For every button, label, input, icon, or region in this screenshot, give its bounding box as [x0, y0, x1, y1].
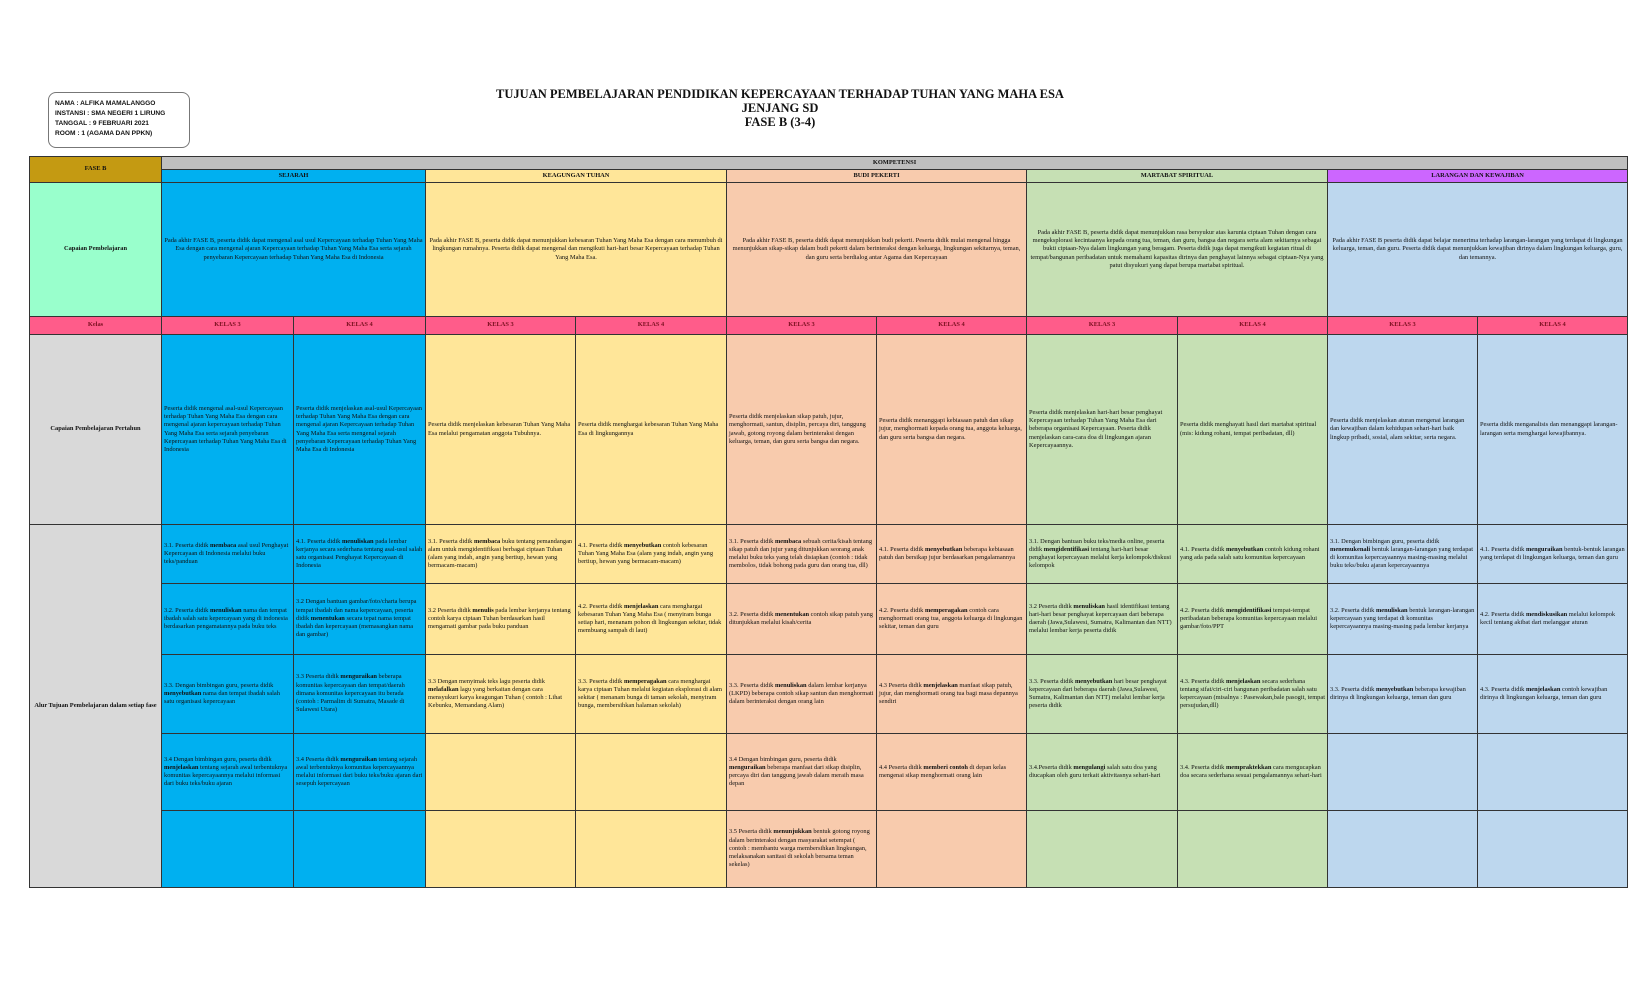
alur-text: 3.2 Peserta didik	[1029, 602, 1074, 610]
alur-cell	[426, 811, 576, 888]
alur-text: 3.2 Dengan bantuan gambar/foto/charta berupa tempat ibadah dan nama kepercayaan, peserta didik	[296, 598, 417, 622]
alur-cell	[727, 525, 877, 584]
alur-cell	[1178, 584, 1328, 655]
larangan-header: LARANGAN DAN KEWAJIBAN	[1328, 170, 1628, 183]
alur-verb: menjelaskan	[164, 763, 199, 771]
alur-verb: memperagakan	[623, 677, 667, 685]
alur-text: tempat-tempat peribadatan beberapa komunitas kepercayaan melalui gambar/foto/PPT	[1180, 606, 1317, 631]
alur-cell	[1178, 811, 1328, 888]
alur-verb: menyebutkan	[924, 545, 963, 553]
capaian-tahun-cell: Peserta didik menghayati hasil dari martabat spiritual (mis: kidung rohani, tempat peribadatan, dll)	[1178, 335, 1328, 525]
alur-text: beberapa kewajiban dirinya di lingkungan keluarga, teman dan guru	[1330, 685, 1466, 701]
alur-verb: menunjukkan	[773, 828, 812, 836]
alur-cell	[162, 525, 294, 584]
alur-verb: memperagakan	[924, 606, 968, 614]
alur-verb: memberi contoh	[923, 763, 968, 771]
alur-verb: mengulangi	[1073, 763, 1106, 771]
alur-text: contoh kewajiban dirinya di lingkungan keluarga, teman dan guru	[1480, 685, 1608, 701]
alur-cell	[294, 584, 426, 655]
alur-text: cara mengucapkan doa secara sederhana sesuai pengalamannya sehari-hari	[1180, 763, 1322, 779]
alur-text: 3.1. Peserta didik	[428, 537, 474, 545]
alur-verb: menentukan	[310, 614, 345, 622]
alur-text: bentuk-bentuk larangan yang terdapat di lingkungan keluarga, teman dan guru	[1480, 545, 1625, 561]
alur-text: hari besar penghayat kepercayaan dari beberapa daerah (Jawa,Sulawesi, Sumatra, Kalimantan dan NTT) melalui lembar kerja peserta didik	[1029, 677, 1167, 710]
alur-cell	[1328, 584, 1478, 655]
alur-verb: menyebutkan	[1375, 685, 1414, 693]
alur-cell	[727, 734, 877, 811]
kelas-header: KELAS 4	[576, 317, 727, 335]
info-room: ROOM : 1 (AGAMA DAN PPKN)	[55, 130, 153, 137]
alur-verb: membaca	[473, 537, 501, 545]
alur-cell	[426, 655, 576, 734]
kelas-header: KELAS 3	[426, 317, 576, 335]
alur-text: dalam lembar kerjanya (LKPD) beberapa contoh sikap santun dan menghormati dalam berinteraksi dengan orang lain	[729, 681, 874, 706]
capaian-tahun-cell: Peserta didik menjelaskan hari-hari besar penghayat Kepercayaan terhadap Tuhan Yang Maha Esa dari beberapa organisasi Kepercayaan. Peserta didik menjelaskan cara-cara doa di lingkungan ajaran Kepercayaannya.	[1027, 335, 1178, 525]
alur-text: pada lembar kerjanya tentang contoh karya ciptaan Tuhan berdasarkan hasil mengamati gambar pada buku panduan	[428, 606, 571, 631]
alur-text: 3.1. Peserta didik	[164, 541, 210, 549]
alur-text: cara menghargai kebesaran Tuhan Yang Maha Esa ( menyiram bunga setiap hari, menanam pohon di lingkungan sekitar, tidak membuang sampah di laut)	[578, 602, 722, 635]
capaian-tahun-cell: Peserta didik menjelaskan aturan mengenai larangan dan kewajiban dalam kehidupan sehari-hari baik lingkup pribadi, sosial, alam sekitar, serta negara.	[1328, 335, 1478, 525]
alur-text: tentang sejarah awal terbentuknya komunitas kepercayaannya melalui informasi dari buku teks/buku ajaran	[164, 763, 288, 788]
alur-cell	[727, 811, 877, 888]
alur-text: beberapa manfaat dari sikap disiplin, percaya diri dan tanggung jawab dalam meraih masa depan	[729, 763, 864, 788]
capaian-budi: Pada akhir FASE B, peserta didik dapat menunjukkan budi pekerti. Peserta didik mulai mengenal hingga menunjukkan sikap-sikap dalam budi pekerti dalam berinteraksi dengan keluarga, lingkungan sekitarnya, teman, dan guru serta berdialog antar Agama dan Kepercayaan	[727, 183, 1027, 317]
alur-verb: menuliskan	[341, 537, 374, 545]
alur-verb: menulis	[472, 606, 494, 614]
alur-text: hasil identifikasi tentang hari-hari besar penghayat kepercayaan dari beberapa daerah (Jawa,Sulawesi, Sumatra, Kalimantan dan NTT) melalui lembar kerja peserta didik	[1029, 602, 1172, 635]
capaian-tahun-cell: Peserta didik mengenal asal-usul Kepercayaan terhadap Tuhan Yang Maha Esa dengan cara mengenal ajaran kepercayaan terhadap Tuhan Yang Maha Esa serta sejarah penyebaran Kepercayaan terhadap Tuhan Yang Maha Esa di Indonesia	[162, 335, 294, 525]
alur-text: manfaat sikap patuh, jujur, dan menghormati orang tua bagi masa depannya sendiri	[879, 681, 1018, 706]
alur-cell	[294, 655, 426, 734]
alur-text: contoh sikap patuh yang ditunjukkan melalui kisah/cerita	[729, 610, 873, 626]
alur-text: 4.2. Peserta didik	[879, 606, 925, 614]
alur-verb: mendiskusikan	[1525, 610, 1568, 618]
alur-cell	[1027, 811, 1178, 888]
alur-text: tentang sejarah awal terbentuknya komunitas kepercayaannya melalui informasi dari buku teks/buku ajaran dari sesepuh kepercayaan	[296, 755, 423, 788]
alur-text: 3.3. Peserta didik	[578, 677, 624, 685]
alur-verb: menuliskan	[1073, 602, 1105, 610]
alur-cell	[1478, 525, 1628, 584]
alur-verb: menyebutkan	[1074, 677, 1113, 685]
alur-verb: menyebutkan	[623, 541, 662, 549]
alur-text: 4.3. Peserta didik	[1480, 685, 1526, 693]
alur-text: beberapa kebiasaan patuh dan bersikap jujur berdasarkan pengalamannya	[879, 545, 1016, 561]
alur-text: salah satu doa yang diucapkan oleh guru terkait aktivitasnya sehari-hari	[1029, 763, 1161, 779]
alur-cell	[1027, 734, 1178, 811]
kelas-header: KELAS 4	[877, 317, 1027, 335]
alur-cell	[727, 655, 877, 734]
alur-cell	[1328, 525, 1478, 584]
alur-cell	[1478, 584, 1628, 655]
alur-text: sebuah cerita/kisah tentang sikap patuh dan jujur yang ditunjukkan seorang anak melalui buku teks yang telah disiapkan (contoh : tidak membolos, tidak bohong pada guru dan orang tua, dll)	[729, 537, 873, 570]
alur-text: 3.4.Peserta didik	[1029, 763, 1074, 771]
alur-text: 3.4 Peserta didik	[296, 755, 341, 763]
alur-cell	[1027, 525, 1178, 584]
alur-text: 4.2. Peserta didik	[1180, 606, 1226, 614]
author-info-box	[48, 92, 190, 148]
alur-cell	[877, 811, 1027, 888]
alur-verb: menguraikan	[340, 673, 377, 681]
alur-text: secara tepat nama tempat ibadah dan kepercayaan (memasangkan nama dan gambar)	[296, 614, 414, 639]
alur-verb: melafalkan	[428, 685, 459, 693]
alur-text: secara sederhana tentang sifat/ciri-ciri bangunan peribadatan salah satu kepercayaan (misalnya : Pasewakan,bale pasogit, tempat persujudan,dll)	[1180, 677, 1325, 710]
alur-verb: menuliskan	[1375, 606, 1408, 614]
alur-label: Alur Tujuan Pembelajaran dalam setiap fase	[30, 525, 162, 888]
alur-text: 3.2 Peserta didik	[428, 606, 473, 614]
alur-verb: menjelaskan	[1225, 677, 1261, 685]
alur-cell	[1027, 655, 1178, 734]
alur-cell	[426, 734, 576, 811]
alur-verb: menuliskan	[209, 606, 242, 614]
alur-cell	[162, 811, 294, 888]
info-nama: NAMA : ALFIKA MAMALANGGO	[55, 100, 156, 107]
alur-verb: membaca	[209, 541, 237, 549]
alur-text: 3.1. Peserta didik	[729, 537, 775, 545]
alur-verb: menguraikan	[729, 763, 766, 771]
kelas-header: KELAS 3	[1027, 317, 1178, 335]
alur-text: nama dan tempat ibadah salah satu organisasi kepercayaan	[164, 689, 280, 706]
capaian-tahun-cell: Peserta didik menanggapi kebiasaan patuh dan sikap jujur, menghormati kepada orang tua, anggota keluarga, dan guru serta bangsa dan negara.	[877, 335, 1027, 525]
alur-text: 3.2. Peserta didik	[729, 610, 775, 618]
alur-text: buku tentang pemandangan alam untuk mengidentifikasi berbagai ciptaan Tuhan (alam yang indah, angin yang bertiup, hewan yang bermacam-macam)	[428, 537, 573, 570]
alur-text: bentuk larangan-larangan yang terdapat di komunitas kepercayaannya masing-masing melalui buku teks/buku ajaran kepercayaannya	[1330, 545, 1474, 570]
kelas-header: KELAS 4	[294, 317, 426, 335]
capaian-tahun-label: Capaian Pembelajaran Pertahun	[30, 335, 162, 525]
alur-text: pada lembar kerjanya secara sederhana tentang asal-usul salah satu organisasi Penghayat Kepercayaan di Indonesia	[296, 537, 423, 570]
alur-text: 4.1. Peserta didik	[296, 537, 342, 545]
alur-text: 3.4 Dengan bimbingan guru, peserta didik	[729, 755, 837, 763]
alur-verb: menguraikan	[340, 755, 377, 763]
alur-verb: menemukenali	[1330, 545, 1371, 553]
kelas-header: KELAS 3	[727, 317, 877, 335]
alur-text: 4.2. Peserta didik	[1480, 610, 1526, 618]
alur-cell	[426, 584, 576, 655]
alur-cell	[162, 655, 294, 734]
title-line-2: JENJANG SD	[741, 101, 819, 115]
alur-verb: mempraktekkan	[1225, 763, 1272, 771]
alur-cell	[294, 734, 426, 811]
alur-cell	[877, 655, 1027, 734]
budi-header: BUDI PEKERTI	[727, 170, 1027, 183]
alur-text: nama dan tempat ibadah salah satu kepercayaan yang di indonesia berdasarkan pengamatannya pada buku teks	[164, 606, 288, 631]
alur-cell	[727, 584, 877, 655]
alur-cell	[877, 734, 1027, 811]
alur-cell	[576, 734, 727, 811]
alur-text: 3.4 Dengan bimbingan guru, peserta didik	[164, 755, 272, 763]
alur-cell	[294, 525, 426, 584]
alur-cell	[877, 525, 1027, 584]
alur-text: 4.2. Peserta didik	[578, 602, 624, 610]
kompetensi-header: KOMPETENSI	[162, 157, 1628, 170]
alur-verb: membaca	[774, 537, 802, 545]
alur-cell	[1027, 584, 1178, 655]
martabat-header: MARTABAT SPIRITUAL	[1027, 170, 1328, 183]
sejarah-header: SEJARAH	[162, 170, 426, 183]
title-line-1: TUJUAN PEMBELAJARAN PENDIDIKAN KEPERCAYAAN TERHADAP TUHAN YANG MAHA ESA	[496, 87, 1064, 101]
kelas-header: KELAS 3	[1328, 317, 1478, 335]
alur-cell	[877, 584, 1027, 655]
alur-text: 3.1. Dengan bantuan buku teks/media online, peserta didik	[1029, 537, 1165, 553]
alur-cell	[576, 655, 727, 734]
alur-text: 3.2. Peserta didik	[1330, 606, 1376, 614]
alur-cell	[576, 811, 727, 888]
alur-text: 3.1. Dengan bimbingan guru, peserta didik	[1330, 537, 1440, 545]
alur-verb: menjelaskan	[923, 681, 958, 689]
capaian-tahun-cell: Peserta didik menghargai kebesaran Tuhan Yang Maha Esa di lingkungannya	[576, 335, 727, 525]
alur-text: 4.1. Peserta didik	[879, 545, 925, 553]
capaian-tahun-cell: Peserta didik menjelaskan asal-usul Kepercayaan terhadap Tuhan Yang Maha Esa dengan cara mengenal ajaran Kepercayaan terhadap Tuhan Yang Maha Esa serta mengenal sejarah penyebaran Kepercayaan terhadap Tuhan Yang Maha Esa di Indonesia	[294, 335, 426, 525]
alur-text: cara menghargai karya ciptaan Tuhan melalui kegiatan eksplorasi di alam sekitar ( menanam bunga di taman sekolah, menyiram bunga, membersihkan halaman sekolah)	[578, 677, 722, 710]
alur-text: 4.3. Peserta didik	[1180, 677, 1226, 685]
capaian-martabat: Pada akhir FASE B, peserta didik dapat menunjukkan rasa bersyukur atas karunia ciptaan Tuhan dengan cara mengeksplorasi kecintaanya kepada orang tua, teman, dan guru, bangsa dan negara serta alam sekitarnya sebagai bukti ciptaan-Nya dalam lingkungan yang beragam. Peserta didik juga dapat mengikuti kegiatan ritual di tempat/bangunan peribadatan untuk memahami kapasitas dirinya dan penghayat lainnya sebagai ciptaan-Nya yang patut disyukuri yang dapat berupa martabat spiritual.	[1027, 183, 1328, 317]
capaian-tahun-cell: Peserta didik menjelaskan kebesaran Tuhan Yang Maha Esa melalui pengamatan anggota Tubuhnya.	[426, 335, 576, 525]
alur-text: contoh cara menghormati orang tua, anggota keluarga di lingkungan sekitar, teman dan guru	[879, 606, 1023, 631]
alur-cell	[1478, 811, 1628, 888]
title-line-3: FASE B (3-4)	[744, 115, 816, 129]
alur-text: lagu yang berkaitan dengan cara mensyukuri karya keagungan Tuhan ( contoh : Lihat Kebunku, Memandang Alam)	[428, 685, 562, 710]
alur-text: 4.1. Peserta didik	[1180, 545, 1226, 553]
alur-cell	[1328, 811, 1478, 888]
alur-verb: menentukan	[774, 610, 810, 618]
capaian-keagungan: Pada akhir FASE B, peserta didik dapat menunjukkan kebesaran Tuhan Yang Maha Esa dengan cara menumbuh di lingkungan rumahnya. Peserta didik dapat mengenal dan mengikuti hari-hari besar Kepercayaan terhadap Tuhan Yang Maha Esa.	[426, 183, 727, 317]
alur-text: bentuk gotong royong dalam berinteraksi dengan masyarakat setempat ( contoh : membantu warga membersihkan lingkungan, melaksanakan sanitasi di sekolah bersama teman sekelas)	[729, 828, 870, 869]
alur-verb: menjelaskan	[1525, 685, 1561, 693]
alur-text: 3.3. Peserta didik	[1330, 685, 1376, 693]
alur-text: 4.3 Peserta didik	[879, 681, 924, 689]
keagungan-header: KEAGUNGAN TUHAN	[426, 170, 727, 183]
alur-text: 4.1. Peserta didik	[1480, 545, 1526, 553]
alur-text: 3.3 Peserta didik	[296, 673, 341, 681]
alur-text: 4.4 Peserta didik	[879, 763, 924, 771]
alur-cell	[426, 525, 576, 584]
info-tanggal: TANGGAL : 9 FEBRUARI 2021	[55, 120, 149, 127]
alur-text: asal usul Penghayat Kepercayaan di Indonesia melalui buku teks/panduan	[164, 541, 289, 566]
alur-verb: menyebutkan	[1225, 545, 1264, 553]
alur-text: 4.1. Peserta didik	[578, 541, 624, 549]
alur-text: 3.4. Peserta didik	[1180, 763, 1226, 771]
alur-verb: menyebutkan	[164, 689, 202, 697]
info-instansi: INSTANSI : SMA NEGERI 1 LIRUNG	[55, 110, 166, 117]
alur-text: di depan kelas mengenai sikap menghormati orang lain	[879, 763, 1007, 779]
alur-text: beberapa komunitas kepercayaan dan tempat/daerah dimana komunitas kepercayaan itu berada (contoh : Parmalim di Sumatra, Masade di Sulawesi Utara)	[296, 673, 405, 714]
kelas-header: KELAS 4	[1478, 317, 1628, 335]
capaian-tahun-cell: Peserta didik menganalisis dan menanggapi larangan-larangan serta menghargai kewajibannya.	[1478, 335, 1628, 525]
alur-verb: menjelaskan	[623, 602, 659, 610]
fase-b-header: FASE B	[30, 157, 162, 183]
alur-text: 3.5 Peserta didik	[729, 828, 774, 836]
alur-text: 3.3 Dengan menyimak teks lagu peserta didik	[428, 677, 545, 685]
alur-text: tentang hari-hari besar penghayat kepercayaan melalui kerja kelompok/diskusi kelompok	[1029, 545, 1171, 570]
alur-cell	[1328, 655, 1478, 734]
alur-cell	[576, 584, 727, 655]
alur-text: contoh kidung rohani yang ada pada salah satu komunitas kepercayaan	[1180, 545, 1320, 561]
capaian-sejarah: Pada akhir FASE B, peserta didik dapat mengenal asal usul Kepercayaan terhadap Tuhan Yang Maha Esa dengan cara mengenal ajaran Kepercayaan terhadap Tuhan Yang Maha Esa serta sejarah penyebaran Kepercayaan terhadap Tuhan Yang Maha Esa di Indonesia	[162, 183, 426, 317]
alur-cell	[162, 584, 294, 655]
kelas-header: KELAS 4	[1178, 317, 1328, 335]
alur-verb: mengidentifikasi	[1043, 545, 1090, 553]
capaian-larangan: Pada akhir FASE B peserta didik dapat belajar menerima terhadap larangan-larangan yang terdapat di lingkungan keluarga, teman, dan guru. Peserta didik dapat menunjukkan kewajiban dirinya dalam lingkungan keluarga, guru, dan temannya.	[1328, 183, 1628, 317]
alur-cell	[1478, 734, 1628, 811]
alur-text: 3.2. Peserta didik	[164, 606, 210, 614]
capaian-label: Capaian Pembelajaran	[30, 183, 162, 317]
alur-cell	[1478, 655, 1628, 734]
alur-cell	[1178, 525, 1328, 584]
alur-text: contoh kebesaran Tuhan Yang Maha Esa (alam yang indah, angin yang bertiup, hewan yang bermacam-macam)	[578, 541, 714, 566]
alur-cell	[1178, 655, 1328, 734]
alur-cell	[162, 734, 294, 811]
alur-cell	[1328, 734, 1478, 811]
alur-text: 3.3. Dengan bimbingan guru, peserta didik	[164, 681, 274, 689]
alur-text: 3.3. Peserta didik	[1029, 677, 1075, 685]
alur-text: 3.3. Peserta didik	[729, 681, 775, 689]
learning-objectives-table	[29, 156, 1628, 888]
alur-cell	[294, 811, 426, 888]
kelas-label: Kelas	[30, 317, 162, 335]
alur-verb: menuliskan	[774, 681, 807, 689]
alur-text: bentuk larangan-larangan kepercayaan yang terdapat di komunitas kepercayaannya masing-masing pada lembar kerjanya	[1330, 606, 1475, 631]
alur-cell	[1178, 734, 1328, 811]
alur-verb: mengidentifikasi	[1225, 606, 1272, 614]
capaian-tahun-cell: Peserta didik menjelaskan sikap patuh, jujur, menghormati, santun, disiplin, percaya diri, tanggung jawab, gotong royong dalam berinteraksi dengan keluarga, teman, dan guru serta bangsa dan negara.	[727, 335, 877, 525]
alur-text: melalui kelompok kecil tentang akibat dari melanggar aturan	[1480, 610, 1616, 626]
page-title	[380, 87, 1180, 129]
alur-cell	[576, 525, 727, 584]
kelas-header: KELAS 3	[162, 317, 294, 335]
alur-verb: menguraikan	[1525, 545, 1563, 553]
